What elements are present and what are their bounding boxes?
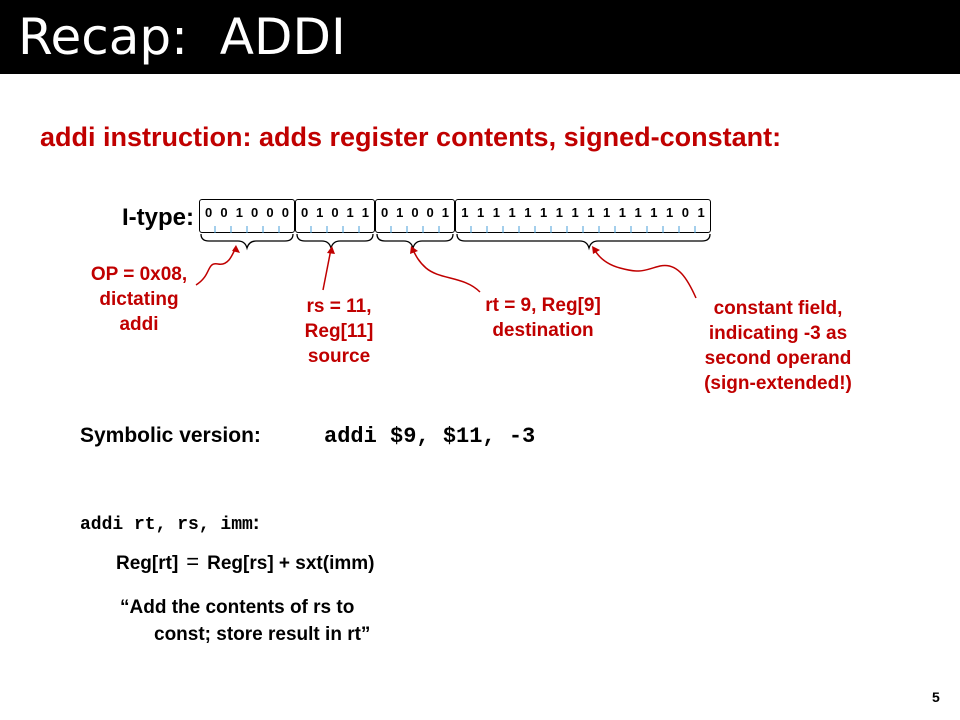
equals-sign: = (186, 549, 200, 574)
rt-annotation-line: rt = 9, Reg[9] (485, 295, 601, 316)
symbolic-code: addi $9, $11, -3 (324, 424, 536, 449)
bit: 1 (603, 205, 611, 220)
constant-annotation-line: second operand (704, 348, 852, 369)
rs-arrow (323, 249, 331, 290)
rt-annotation (460, 293, 626, 343)
semantics-right: Reg[rs] + sxt(imm) (207, 553, 375, 574)
semantics-left: Reg[rt] (116, 553, 179, 574)
plain-english-description (120, 594, 460, 648)
semantics-line (116, 548, 375, 578)
bit: 1 (461, 205, 469, 220)
headline: addi instruction: adds register contents, signed-constant: (40, 122, 782, 152)
opcode-brace (201, 234, 293, 248)
rs-brace (297, 234, 373, 248)
bit: 0 (380, 205, 389, 220)
bit: 0 (266, 205, 274, 220)
bit: 1 (396, 205, 404, 220)
rs-annotation-line: source (307, 346, 371, 367)
rs-annotation (272, 294, 406, 369)
slide-title: Recap: ADDI (18, 8, 346, 66)
bit: 1 (540, 205, 548, 220)
bit: 1 (634, 205, 642, 220)
const-arrow (594, 249, 696, 298)
bit: 0 (205, 205, 213, 220)
quote-line-1: “Add the contents of rs to (120, 597, 355, 618)
constant-annotation-line: indicating -3 as (708, 323, 848, 344)
bit: 1 (492, 205, 500, 220)
quote-line-2: const; store result in rt” (154, 624, 371, 645)
syntax-code: addi rt, rs, imm (80, 515, 253, 535)
rs-annotation-line: rs = 11, (306, 296, 372, 317)
bit: 1 (235, 205, 243, 220)
imm-brace (457, 234, 710, 248)
symbolic-version-label: Symbolic version: (80, 424, 261, 447)
rt-brace (377, 234, 453, 248)
constant-annotation (672, 296, 884, 396)
bit: 0 (411, 205, 419, 220)
bit: 1 (316, 205, 324, 220)
bit: 1 (571, 205, 579, 220)
op-annotation-line: dictating (99, 289, 179, 310)
bit: 0 (681, 205, 689, 220)
bit: 1 (361, 205, 369, 220)
constant-annotation-line: (sign-extended!) (704, 373, 852, 394)
op-annotation-line: addi (119, 314, 159, 335)
constant-annotation-line: constant field, (713, 298, 843, 319)
bit: 1 (441, 205, 449, 220)
bit: 0 (331, 205, 339, 220)
bit: 0 (300, 205, 309, 220)
callout-arrows (196, 245, 696, 298)
bit: 0 (281, 205, 289, 220)
rt-annotation-line: destination (492, 320, 594, 341)
op-annotation (64, 262, 214, 337)
rs-annotation-line: Reg[11] (304, 321, 374, 342)
syntax-colon: : (252, 512, 260, 534)
bit: 1 (477, 205, 485, 220)
bit: 1 (524, 205, 532, 220)
bit: 1 (666, 205, 674, 220)
syntax-line (80, 510, 260, 538)
bit: 1 (346, 205, 354, 220)
rt-arrow (412, 248, 480, 292)
bit: 1 (508, 205, 516, 220)
bit: 0 (426, 205, 434, 220)
bit: 0 (220, 205, 228, 220)
op-annotation-line: OP = 0x08, (90, 264, 188, 285)
page-number: 5 (932, 689, 940, 705)
bit: 0 (251, 205, 259, 220)
field-braces (201, 234, 710, 248)
bit: 1 (618, 205, 626, 220)
bit-ticks (215, 226, 695, 233)
itype-label: I-type: (122, 204, 194, 231)
bit: 1 (587, 205, 595, 220)
bit: 1 (555, 205, 563, 220)
bit: 1 (697, 205, 705, 220)
bit: 1 (650, 205, 658, 220)
